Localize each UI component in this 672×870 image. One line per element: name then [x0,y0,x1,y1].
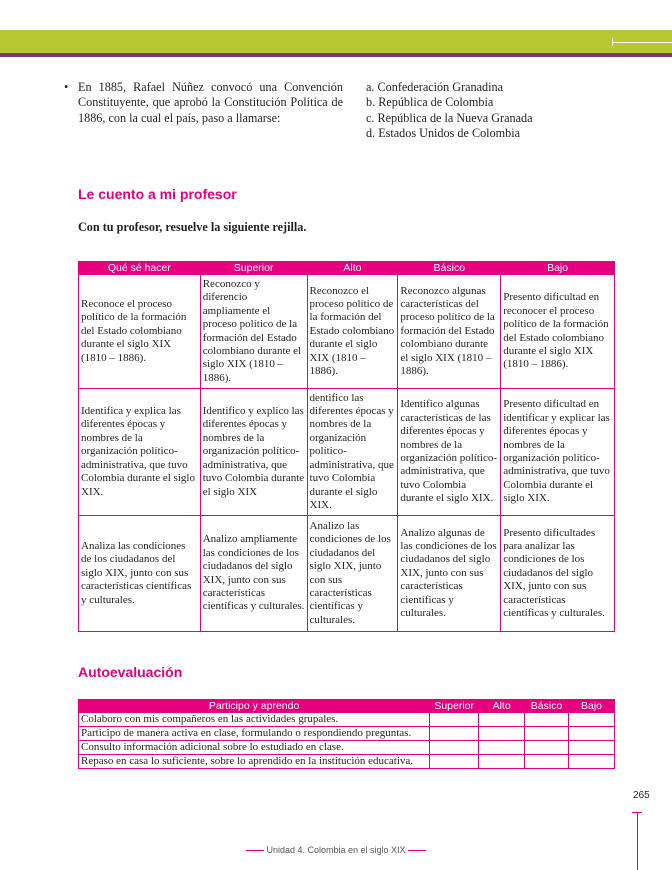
grid-header-cell: Alto [307,262,398,275]
header-tick-mark [612,38,613,46]
self-eval-check-cell[interactable] [569,741,615,755]
self-eval-statement: Colaboro con mis compañeros en las actividades grupales. [79,713,430,727]
self-eval-check-cell[interactable] [430,741,479,755]
self-eval-check-cell[interactable] [569,713,615,727]
self-eval-check-cell[interactable] [479,727,525,741]
grid-cell: Analizo las condiciones de los ciudadanos del siglo XIX, junto con sus características científicas y culturales. [307,516,398,632]
section-title-profesor: Le cuento a mi profesor [78,186,237,202]
self-eval-header-cell: Bajo [569,700,615,713]
self-eval-row [79,755,615,769]
self-eval-header-cell: Superior [430,700,479,713]
self-eval-check-cell[interactable] [569,727,615,741]
grid-row [79,516,615,632]
self-eval-header-cell: Básico [525,700,569,713]
header-band [0,30,672,53]
self-eval-statement: Participo de manera activa en clase, formulando o respondiendo preguntas. [79,727,430,741]
self-eval-check-cell[interactable] [525,727,569,741]
grid-header-cell: Bajo [501,262,615,275]
grid-cell: Reconozco algunas características del proceso político de la formación del Estado colombiano durante el siglo XIX (1810 – 1886). [398,275,501,389]
self-eval-header-cell: Participo y aprendo [79,700,430,713]
self-eval-row [79,727,615,741]
grid-header-row [79,262,615,275]
grid-row [79,275,615,389]
grid-cell: Reconozco y diferencio ampliamente el proceso político de la formación del Estado colombiano durante el siglo XIX (1810 – 1886). [200,275,307,389]
question-text: En 1885, Rafael Núñez convocó una Convención Constituyente, que aprobó la Constitución Política de 1886, con la cual el país, paso a llamarse: [78,80,343,125]
self-eval-check-cell[interactable] [525,741,569,755]
grid-cell: Identifico algunas características de las diferentes épocas y nombres de la organización político-administrativa, que tuvo Colombia durante el siglo XIX. [398,389,501,516]
grid-cell: Presento dificultad en reconocer el proceso político de la formación del Estado colombiano durante el siglo XIX (1810 – 1886). [501,275,615,389]
self-eval-check-cell[interactable] [525,755,569,769]
footer-unit: Unidad 4. [266,845,305,855]
question-block [64,80,343,126]
self-eval-check-cell[interactable] [479,713,525,727]
header-tick-line [612,42,672,43]
option-d: d. Estados Unidos de Colombia [366,125,521,140]
grid-cell: Identifico y explico las diferentes épocas y nombres de la organización político-administrativa, que tuvo Colombia durante el siglo XIX [200,389,307,516]
self-eval-statement: Repaso en casa lo suficiente, sobre lo aprendido en la institución educativa. [79,755,430,769]
grid-cell: dentifico las diferentes épocas y nombres de la organización político-administrativa, que tuvo Colombia durante el siglo XIX. [307,389,398,516]
grid-header-cell: Básico [398,262,501,275]
self-eval-row [79,713,615,727]
self-eval-header-cell: Alto [479,700,525,713]
self-evaluation-table [78,699,615,769]
self-eval-check-cell[interactable] [525,713,569,727]
grid-cell: Analizo ampliamente las condiciones de los ciudadanos del siglo XIX, junto con sus características científicas y culturales. [200,516,307,632]
grid-cell: Reconozco el proceso político de la formación del Estado colombiano durante el siglo XIX (1810 – 1886). [307,275,398,389]
footer-rule-left [246,850,264,851]
side-rule [637,812,638,870]
page-footer [0,845,672,855]
footer-rule-right [408,850,426,851]
option-c: c. República de la Nueva Granada [366,110,533,125]
assessment-grid [78,261,615,632]
page-number: 265 [633,790,650,801]
grid-cell: Analizo algunas de las condiciones de los ciudadanos del siglo XIX, junto con sus características científicas y culturales. [398,516,501,632]
option-b: b. República de Colombia [366,95,494,110]
self-eval-check-cell[interactable] [430,713,479,727]
self-eval-check-cell[interactable] [479,741,525,755]
grid-header-cell: Superior [200,262,307,275]
instruction-text: Con tu profesor, resuelve la siguiente rejilla. [78,220,307,234]
self-eval-header-row [79,700,615,713]
grid-cell: Reconoce el proceso político de la formación del Estado colombiano durante el siglo XIX (1810 – 1886). [79,275,201,389]
grid-header-cell: Qué sé hacer [79,262,201,275]
section-title-autoevaluacion: Autoevaluación [78,664,183,680]
self-eval-check-cell[interactable] [430,727,479,741]
grid-row [79,389,615,516]
grid-cell: Identifica y explica las diferentes épocas y nombres de la organización político-administrativa, que tuvo Colombia durante el siglo XIX. [79,389,201,516]
header-band-stripe [0,53,672,57]
answer-options [366,80,532,141]
grid-cell: Analiza las condiciones de los ciudadanos del siglo XIX, junto con sus características científicas y culturales. [79,516,201,632]
option-a: a. Confederación Granadina [366,80,504,94]
bullet-icon: • [64,80,69,94]
self-eval-check-cell[interactable] [569,755,615,769]
self-eval-statement: Consulto información adicional sobre lo estudiado en clase. [79,741,430,755]
grid-cell: Presento dificultades para analizar las condiciones de los ciudadanos del siglo XIX, junto con sus características científicas y culturales. [501,516,615,632]
self-eval-check-cell[interactable] [430,755,479,769]
self-eval-check-cell[interactable] [479,755,525,769]
self-eval-row [79,741,615,755]
grid-cell: Presento dificultad en identificar y explicar las diferentes épocas y nombres de la organización político-administrativa, que tuvo Colombia durante el siglo XIX. [501,389,615,516]
footer-title: Colombia en el siglo XIX [304,845,406,855]
